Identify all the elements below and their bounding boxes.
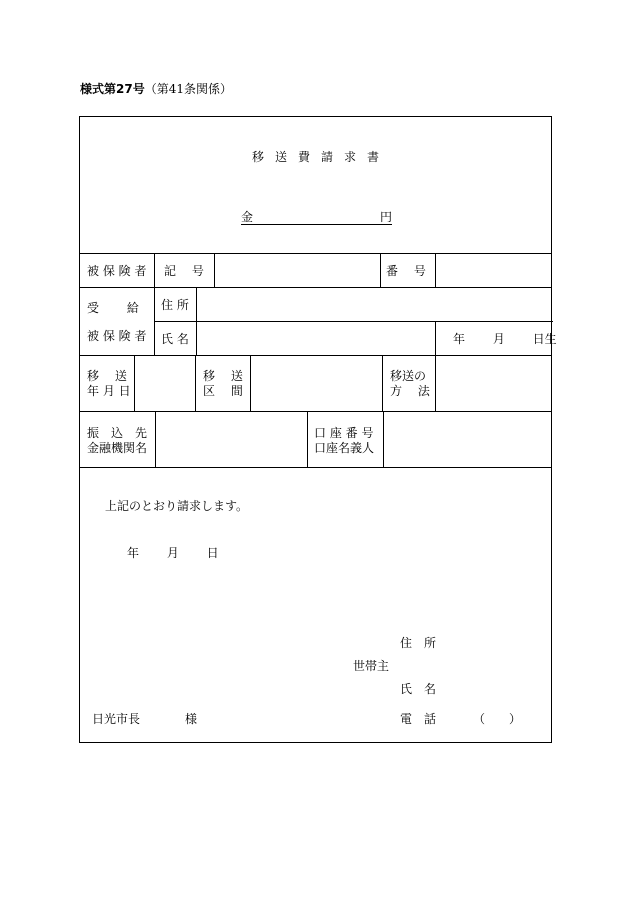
column-divider (154, 253, 155, 287)
account-input[interactable] (384, 412, 553, 467)
bank-label-line2: 金融機関名 (87, 441, 148, 455)
number-input[interactable] (436, 254, 553, 287)
transport-method-label-line2: 方 法 (390, 384, 430, 398)
column-divider (435, 321, 436, 355)
recipient-label-line1: 受 給 (87, 301, 139, 315)
addressee: 日光市長 (92, 712, 141, 726)
form-number: 様式第27号 (80, 82, 145, 96)
form-relation: （第41条関係） (144, 82, 232, 96)
address-label: 住 所 (161, 298, 189, 312)
phone-area-parens: （ ） (473, 712, 522, 726)
birth-date-label: 年 月 日生 (453, 332, 557, 346)
row-divider (80, 467, 551, 468)
form-header (80, 80, 232, 97)
bank-label-line1: 振 込 先 (87, 426, 148, 440)
amount-suffix: 円 (379, 210, 392, 224)
column-divider (307, 411, 308, 467)
claimant-phone-label: 電 話 (400, 712, 437, 726)
account-label-line2: 口座名義人 (314, 441, 375, 455)
name-input[interactable] (197, 322, 435, 355)
symbol-label: 記 号 (164, 264, 204, 278)
transport-date-label-line1: 移 送 (87, 369, 127, 383)
column-divider (195, 355, 196, 411)
transport-section-label-line1: 移 送 (203, 369, 243, 383)
claimant-name-label: 氏 名 (400, 682, 437, 696)
transport-method-input[interactable] (436, 356, 553, 411)
name-label: 氏 名 (161, 332, 189, 346)
transport-section-input[interactable] (251, 356, 382, 411)
claimant-address-label: 住 所 (400, 636, 437, 650)
declaration-statement: 上記のとおり請求します。 (105, 499, 249, 513)
account-label-line1: 口 座 番 号 (314, 426, 374, 440)
transport-expense-claim-form (79, 116, 557, 743)
declaration-date: 年 月 日 (127, 546, 219, 560)
form-title: 移送費請求書 (251, 150, 390, 164)
symbol-input[interactable] (215, 254, 380, 287)
household-head-label: 世帯主 (353, 659, 390, 673)
column-divider (154, 287, 155, 355)
transport-section-label-line2: 区 間 (203, 384, 243, 398)
insured-label: 被 保 険 者 (87, 264, 147, 278)
column-divider (382, 355, 383, 411)
address-input[interactable] (197, 288, 553, 321)
bank-name-input[interactable] (156, 412, 307, 467)
transport-date-input[interactable] (135, 356, 195, 411)
column-divider (380, 253, 381, 287)
transport-method-label-line1: 移送の (390, 369, 427, 383)
amount-field[interactable] (241, 208, 392, 225)
recipient-label-line2: 被 保 険 者 (87, 329, 147, 343)
number-label: 番 号 (386, 264, 426, 278)
addressee-honorific: 様 (185, 712, 198, 726)
transport-date-label-line2: 年 月 日 (87, 384, 131, 398)
amount-prefix: 金 (241, 210, 254, 224)
